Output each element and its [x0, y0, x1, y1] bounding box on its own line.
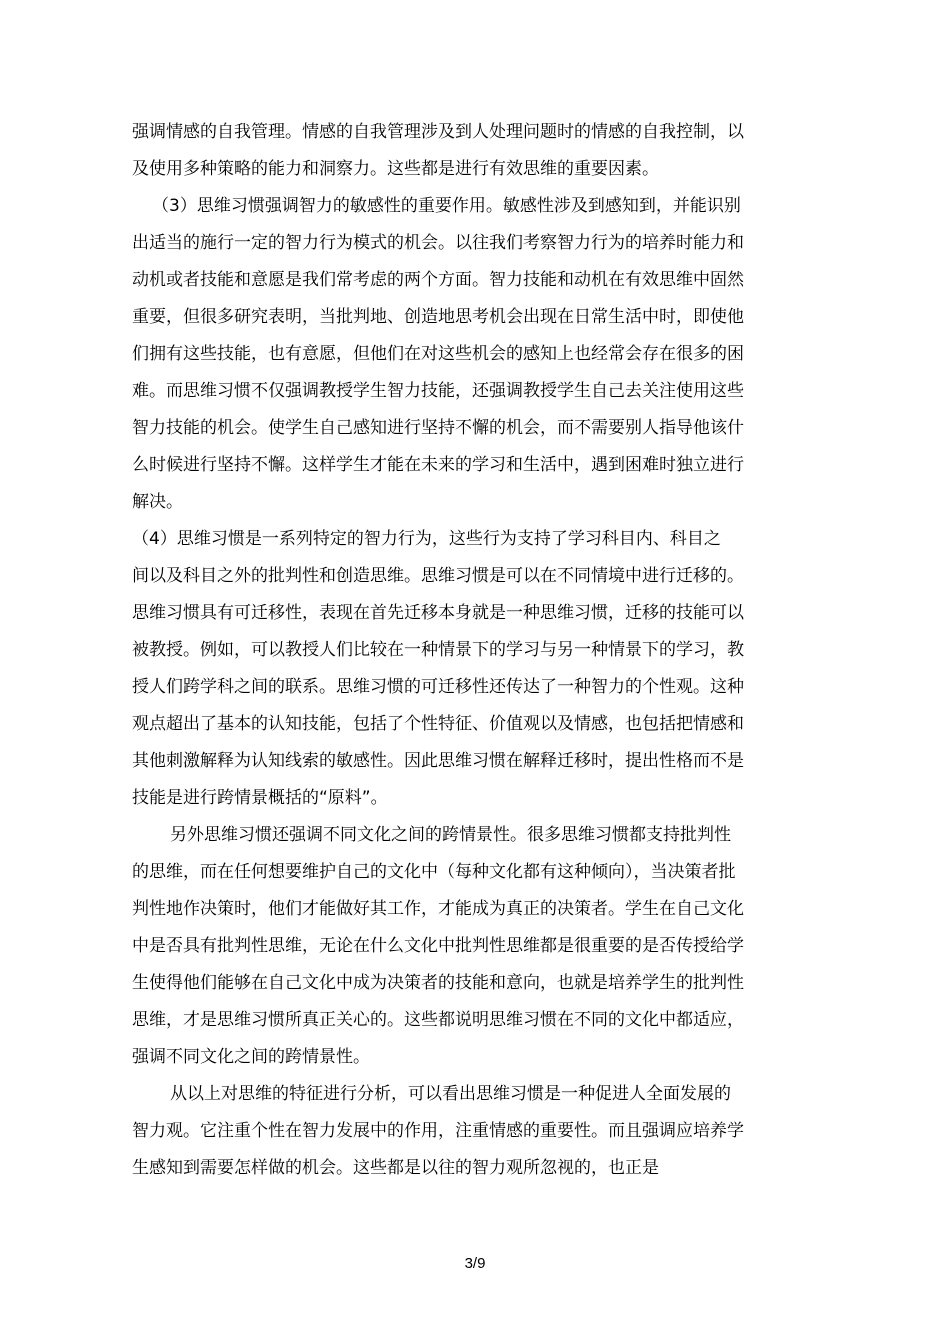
text-line: 生感知到需要怎样做的机会。这些都是以往的智力观所忽视的，也正是: [132, 1158, 659, 1178]
body-text: [132, 114, 822, 1187]
text-line: 智力观。它注重个性在智力发展中的作用，注重情感的重要性。而且强调应培养学: [132, 1121, 744, 1141]
page-number: 3/9: [464, 1255, 486, 1272]
text-line: 观点超出了基本的认知技能，包括了个性特征、价值观以及情感，也包括把情感和: [132, 714, 744, 734]
text-line: （3）思维习惯强调智力的敏感性的重要作用。敏感性涉及到感知到，并能识别: [152, 196, 741, 216]
text-line: 么时候进行坚持不懈。这样学生才能在未来的学习和生活中，遇到困难时独立进行: [132, 455, 744, 475]
text-line: 间以及科目之外的批判性和创造思维。思维习惯是可以在不同情境中进行迁移的。: [132, 566, 744, 586]
text-line: 生使得他们能够在自己文化中成为决策者的技能和意向，也就是培养学生的批判性: [132, 973, 744, 993]
text-line: 们拥有这些技能，也有意愿，但他们在对这些机会的感知上也经常会存在很多的困: [132, 344, 744, 364]
text-line: 思维，才是思维习惯所真正关心的。这些都说明思维习惯在不同的文化中都适应，: [132, 1010, 744, 1030]
text-line: 技能是进行跨情景概括的“原料”。: [132, 788, 388, 808]
text-line: 思维习惯具有可迁移性，表现在首先迁移本身就是一种思维习惯，迁移的技能可以: [132, 603, 744, 623]
text-line: 解决。: [132, 492, 183, 512]
text-line: 动机或者技能和意愿是我们常考虑的两个方面。智力技能和动机在有效思维中固然: [132, 270, 744, 290]
text-line: 强调情感的自我管理。情感的自我管理涉及到人处理问题时的情感的自我控制，以: [132, 122, 744, 142]
text-line: 中是否具有批判性思维，无论在什么文化中批判性思维都是很重要的是否传授给学: [132, 936, 744, 956]
text-line: 从以上对思维的特征进行分析，可以看出思维习惯是一种促进人全面发展的: [170, 1084, 731, 1104]
text-line: 重要，但很多研究表明，当批判地、创造地思考机会出现在日常生活中时，即使他: [132, 307, 744, 327]
text-line: 强调不同文化之间的跨情景性。: [132, 1047, 370, 1067]
text-line: 其他刺激解释为认知线索的敏感性。因此思维习惯在解释迁移时，提出性格而不是: [132, 751, 744, 771]
text-line: 智力技能的机会。使学生自己感知进行坚持不懈的机会，而不需要别人指导他该什: [132, 418, 744, 438]
text-line: 判性地作决策时，他们才能做好其工作，才能成为真正的决策者。学生在自己文化: [132, 899, 744, 919]
text-line: 另外思维习惯还强调不同文化之间的跨情景性。很多思维习惯都支持批判性: [170, 825, 731, 845]
text-line: 的思维，而在任何想要维护自己的文化中（每种文化都有这种倾向），当决策者批: [132, 862, 736, 882]
text-line: 被教授。例如，可以教授人们比较在一种情景下的学习与另一种情景下的学习，教: [132, 640, 744, 660]
text-line: （4）思维习惯是一系列特定的智力行为，这些行为支持了学习科目内、科目之: [132, 529, 721, 549]
text-line: 出适当的施行一定的智力行为模式的机会。以往我们考察智力行为的培养时能力和: [132, 233, 744, 253]
text-line: 及使用多种策略的能力和洞察力。这些都是进行有效思维的重要因素。: [132, 159, 659, 179]
text-line: 难。而思维习惯不仅强调教授学生智力技能，还强调教授学生自己去关注使用这些: [132, 381, 744, 401]
text-line: 授人们跨学科之间的联系。思维习惯的可迁移性还传达了一种智力的个性观。这种: [132, 677, 744, 697]
